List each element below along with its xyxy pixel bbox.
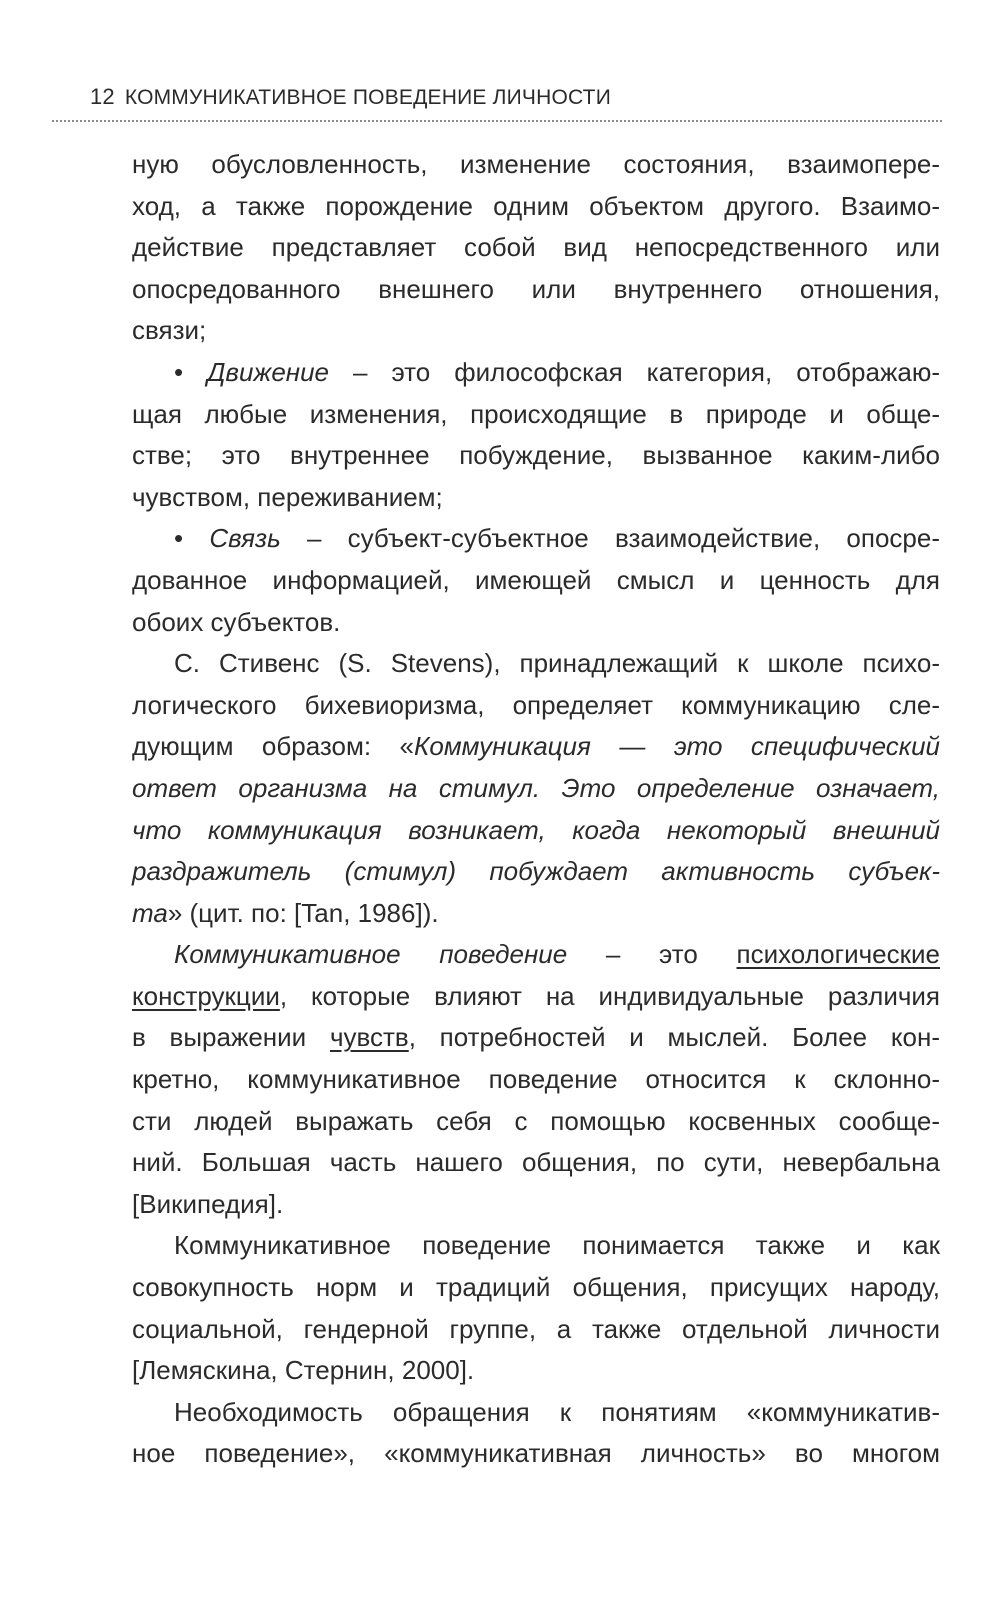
text-fragment: в выражении: [132, 1022, 330, 1053]
running-header: [90, 84, 940, 110]
quote-fragment: Коммуникация — это специфический: [414, 731, 940, 762]
text-fragment: – субъект-субъектное взаимодействие, опосре-: [280, 523, 940, 554]
text-line: С. Стивенс (S. Stevens), принадлежащий к школе психо-: [174, 648, 940, 679]
text-fragment: , потребностей и мыслей. Более кон-: [408, 1022, 941, 1053]
link-constructions[interactable]: конструкции: [132, 980, 280, 1011]
quote-fragment: та: [132, 897, 168, 928]
text-fragment: – это философская категория, отображаю-: [329, 356, 940, 387]
body-text: [132, 144, 940, 1475]
text-line: Необходимость обращения к понятиям «коммуникатив-: [174, 1396, 940, 1427]
page-number: 12: [90, 84, 115, 109]
text-line: ную обусловленность, изменение состояния, взаимопере-: [132, 149, 940, 179]
text-line: обоих субъектов.: [132, 606, 341, 637]
text-line: сти людей выражать себя с помощью косвенных сообще-: [132, 1105, 940, 1136]
text-line: ний. Большая часть нашего общения, по сути, невербальна: [132, 1147, 940, 1178]
text-fragment: , которые влияют на индивидуальные различия: [279, 980, 940, 1011]
text-line: связи;: [132, 315, 207, 346]
text-fragment: дующим образом: «: [132, 731, 415, 762]
bullet-line: • Связь – субъект-субъектное взаимодействие, опосре-: [174, 523, 940, 554]
text-line: опосредованного внешнего или внутреннего отношения,: [132, 273, 940, 304]
text-line: [132, 893, 940, 935]
text-line: ход, а также порождение одним объектом другого. Взаимо-: [132, 190, 940, 221]
quote-line: что коммуникация возникает, когда некоторый внешний: [132, 814, 940, 845]
text-line: дованное информацией, имеющей смысл и ценность для: [132, 564, 940, 595]
text-line: [132, 934, 940, 976]
text-line: логического бихевиоризма, определяет коммуникацию сле-: [132, 689, 940, 720]
link-psychological[interactable]: психологические: [736, 939, 940, 970]
text-line: [132, 726, 940, 768]
term-svyaz: Связь: [209, 523, 281, 554]
running-title: КОММУНИКАТИВНОЕ ПОВЕДЕНИЕ ЛИЧНОСТИ: [124, 86, 611, 109]
quote-line: ответ организма на стимул. Это определение означает,: [132, 772, 940, 803]
text-line: чувством, переживанием;: [132, 481, 443, 512]
text-line: [132, 1017, 940, 1059]
text-line: стве; это внутреннее побуждение, вызванное каким-либо: [132, 440, 940, 471]
text-line: Коммуникативное поведение понимается также и как: [174, 1230, 940, 1261]
header-divider: [52, 120, 942, 122]
text-line: [Википедия].: [132, 1188, 284, 1219]
link-feelings[interactable]: чувств: [329, 1022, 409, 1053]
term-communicative-behavior: Коммуникативное поведение: [174, 939, 568, 970]
text-fragment: – это: [567, 939, 737, 970]
text-line: [132, 976, 940, 1018]
quote-line: раздражитель (стимул) побуждает активность субъек-: [132, 856, 940, 887]
text-line: совокупность норм и традиций общения, присущих народу,: [132, 1272, 940, 1303]
bullet-line: • Движение – это философская категория, отображаю-: [174, 356, 940, 387]
text-line: [Лемяскина, Стернин, 2000].: [132, 1355, 475, 1386]
text-line: щая любые изменения, происходящие в природе и обще-: [132, 398, 940, 429]
citation: » (цит. по: [Tan, 1986]).: [167, 897, 439, 928]
text-line: ное поведение», «коммуникативная личность» во многом: [132, 1438, 940, 1469]
text-line: действие представляет собой вид непосредственного или: [132, 232, 940, 263]
text-line: кретно, коммуникативное поведение относится к склонно-: [132, 1064, 940, 1095]
term-dvizhenie: Движение: [207, 356, 330, 387]
text-line: социальной, гендерной группе, а также отдельной личности: [132, 1313, 940, 1344]
